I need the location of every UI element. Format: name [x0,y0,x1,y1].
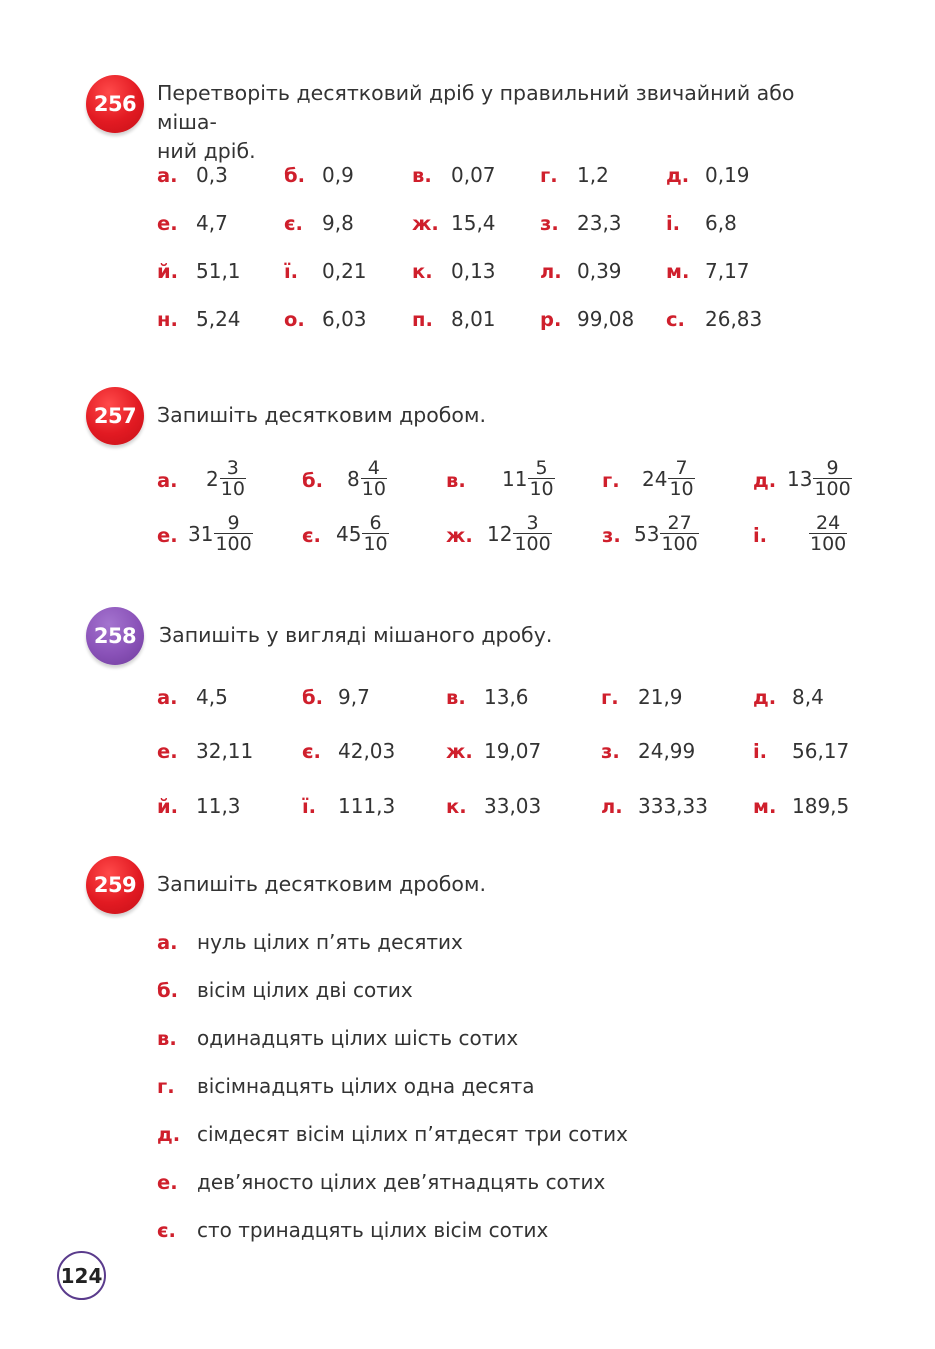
mixed-number [336,513,389,554]
task-256-line1: Перетворіть десятковий дріб у правильний звичайний або міша- [157,81,795,134]
item-label: ж. [412,211,439,235]
decimal-value: 0,13 [451,259,496,283]
item-text: сто тринадцять цілих вісім сотих [197,1218,549,1242]
word-item [157,926,463,958]
numerator: 3 [226,457,239,479]
item-label: є. [157,1218,176,1242]
word-item [157,1022,518,1054]
decimal-value: 1,2 [577,163,609,187]
item-label: б. [302,685,324,709]
item-label: е. [157,211,178,235]
fraction [809,513,847,554]
whole-part: 45 [336,521,362,546]
word-item [157,1118,628,1150]
word-item [157,1070,535,1102]
item-text: вісімнадцять цілих одна десята [197,1074,535,1098]
decimal-value: 7,17 [705,259,750,283]
decimal-value: 0,07 [451,163,496,187]
item-label: м. [753,794,777,818]
task-258-instruction: Запишіть у вигляді мішаного дробу. [159,623,553,647]
decimal-value: 32,11 [196,739,254,763]
task-number-badge-256: 256 [86,75,144,133]
item-label: й. [157,259,179,283]
item-label: і. [753,523,768,547]
decimal-value: 6,03 [322,307,367,331]
fraction [361,458,387,499]
item-label: з. [602,523,621,547]
item-label: б. [302,468,324,492]
item-label: в. [446,468,466,492]
item-text: вісім цілих дві сотих [197,978,413,1002]
item-label: е. [157,739,178,763]
item-label: п. [412,307,433,331]
decimal-value: 0,9 [322,163,354,187]
denominator: 10 [529,478,554,500]
mixed-number [642,458,695,499]
numerator: 5 [535,457,548,479]
decimal-value: 8,4 [792,685,824,709]
mixed-number [808,513,847,554]
word-item [157,1166,605,1198]
task-256-instruction [157,79,857,166]
numerator: 9 [826,457,839,479]
item-label: с. [666,307,685,331]
item-label: г. [157,1074,175,1098]
task-257-instruction: Запишіть десятковим дробом. [157,403,486,427]
numerator: 6 [369,512,382,534]
item-label: л. [601,794,623,818]
whole-part: 53 [634,521,660,546]
decimal-value: 24,99 [638,739,696,763]
task-number-badge-258: 258 [86,607,144,665]
item-label: г. [602,468,620,492]
denominator: 100 [215,533,252,555]
item-text: дев’яносто цілих дев’ятнадцять сотих [197,1170,606,1194]
fraction [214,513,252,554]
item-label: д. [157,1122,181,1146]
task-256-line2: ний дріб. [157,139,256,163]
decimal-value: 4,5 [196,685,228,709]
fraction [528,458,554,499]
task-number-badge-259: 259 [86,856,144,914]
item-label: д. [753,685,777,709]
item-label: г. [540,163,558,187]
decimal-value: 21,9 [638,685,683,709]
numerator: 3 [526,512,539,534]
task-number-badge-257: 257 [86,387,144,445]
numerator: 9 [227,512,240,534]
item-label: а. [157,685,178,709]
fraction [668,458,694,499]
denominator: 10 [361,478,386,500]
decimal-value: 99,08 [577,307,635,331]
decimal-value: 9,7 [338,685,370,709]
decimal-value: 4,7 [196,211,228,235]
denominator: 100 [810,533,847,555]
mixed-number [787,458,852,499]
denominator: 100 [661,533,698,555]
mixed-number [347,458,387,499]
whole-part: 24 [642,466,668,491]
fraction [220,458,246,499]
word-item [157,974,413,1006]
whole-part: 8 [347,466,360,491]
whole-part: 13 [787,466,813,491]
decimal-value: 13,6 [484,685,529,709]
item-label: к. [446,794,467,818]
item-label: а. [157,468,178,492]
mixed-number [188,513,253,554]
decimal-value: 5,24 [196,307,241,331]
item-label: а. [157,930,178,954]
mixed-number [634,513,699,554]
decimal-value: 111,3 [338,794,396,818]
item-label: а. [157,163,178,187]
denominator: 100 [814,478,851,500]
item-label: д. [666,163,690,187]
fraction [513,513,551,554]
denominator: 10 [669,478,694,500]
whole-part: 12 [487,521,513,546]
decimal-value: 42,03 [338,739,396,763]
word-item [157,1214,548,1246]
denominator: 100 [514,533,551,555]
decimal-value: 9,8 [322,211,354,235]
decimal-value: 33,03 [484,794,542,818]
item-label: о. [284,307,305,331]
item-label: в. [157,1026,177,1050]
whole-part: 31 [188,521,214,546]
item-text: сімдесят вісім цілих п’ятдесят три сотих [197,1122,628,1146]
task-259-instruction: Запишіть десятковим дробом. [157,872,486,896]
decimal-value: 189,5 [792,794,850,818]
decimal-value: 23,3 [577,211,622,235]
decimal-value: 0,21 [322,259,367,283]
fraction [362,513,388,554]
decimal-value: 8,01 [451,307,496,331]
item-label: є. [302,523,321,547]
numerator: 27 [667,512,692,534]
mixed-number [487,513,552,554]
item-label: н. [157,307,178,331]
item-label: г. [601,685,619,709]
numerator: 7 [675,457,688,479]
numerator: 4 [367,457,380,479]
item-label: м. [666,259,690,283]
item-label: ї. [284,259,299,283]
decimal-value: 0,3 [196,163,228,187]
item-label: є. [302,739,321,763]
item-label: к. [412,259,433,283]
decimal-value: 0,19 [705,163,750,187]
item-text: нуль цілих п’ять десятих [197,930,463,954]
item-label: ж. [446,523,473,547]
page-number: 124 [57,1251,106,1300]
denominator: 10 [363,533,388,555]
mixed-number [206,458,246,499]
item-label: в. [412,163,432,187]
item-label: й. [157,794,179,818]
fraction [660,513,698,554]
decimal-value: 6,8 [705,211,737,235]
item-label: е. [157,523,178,547]
item-label: є. [284,211,303,235]
decimal-value: 0,39 [577,259,622,283]
item-label: в. [446,685,466,709]
item-label: з. [540,211,559,235]
item-label: л. [540,259,562,283]
decimal-value: 56,17 [792,739,850,763]
decimal-value: 15,4 [451,211,496,235]
fraction [813,458,851,499]
item-label: і. [753,739,768,763]
item-label: ї. [302,794,317,818]
item-label: б. [284,163,306,187]
item-label: д. [753,468,777,492]
numerator: 24 [816,512,841,534]
whole-part: 2 [206,466,219,491]
item-label: р. [540,307,562,331]
decimal-value: 51,1 [196,259,241,283]
item-text: одинадцять цілих шість сотих [197,1026,519,1050]
decimal-value: 11,3 [196,794,241,818]
item-label: з. [601,739,620,763]
mixed-number [502,458,555,499]
decimal-value: 333,33 [638,794,708,818]
decimal-value: 19,07 [484,739,542,763]
denominator: 10 [220,478,245,500]
decimal-value: 26,83 [705,307,763,331]
item-label: ж. [446,739,473,763]
item-label: б. [157,978,179,1002]
item-label: і. [666,211,681,235]
item-label: е. [157,1170,178,1194]
whole-part: 11 [502,466,528,491]
